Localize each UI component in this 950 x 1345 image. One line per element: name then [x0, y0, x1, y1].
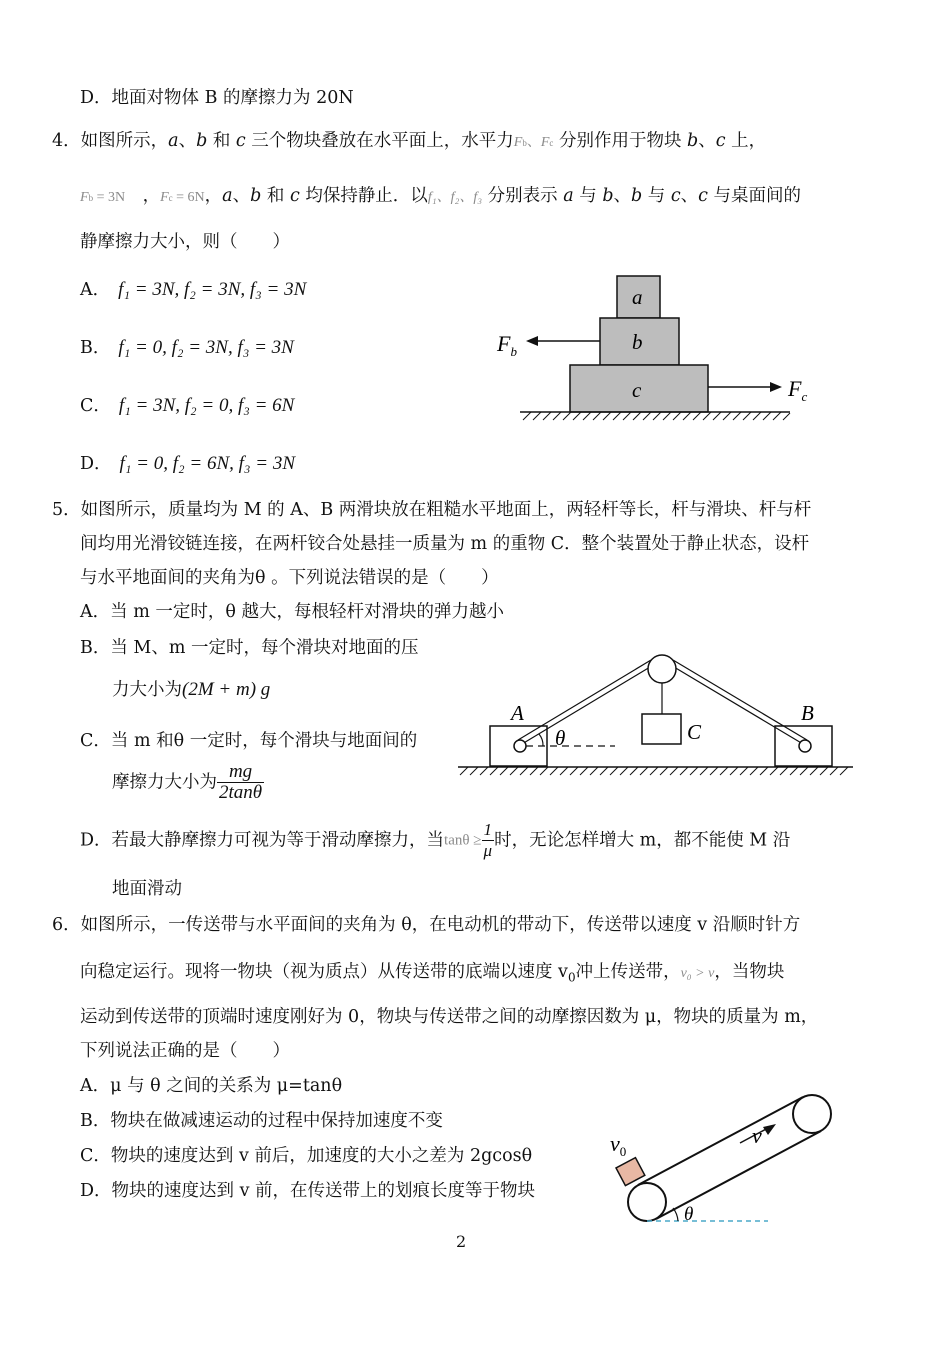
q6-conveyor-figure [600, 1088, 840, 1233]
q6-line1: 6．如图所示，一传送带与水平面间的夹角为 θ，在电动机的带动下，传送带以速度 v 沿顺时针方 [52, 915, 801, 935]
label-fb: $F_b$ [497, 331, 517, 359]
q6-line4: 下列说法正确的是（ ） [80, 1041, 290, 1061]
hinge-top [648, 655, 676, 683]
q3-option-d: D．地面对物体 B 的摩擦力为 20N [80, 88, 354, 108]
label-v0: $v_0$ [610, 1131, 627, 1159]
fb-fc-inline: F [513, 135, 523, 150]
label-a: a [632, 285, 643, 309]
label-fc: $F_c$ [788, 376, 808, 404]
q5-option-b-line1: B．当 M、m 一定时，每个滑块对地面的压 [80, 638, 419, 658]
label-v: v [752, 1123, 762, 1148]
page-number: 2 [456, 1232, 467, 1251]
ground-hatch [523, 412, 790, 420]
fraction-1-mu: $\frac{1}{\mu}$ [483, 820, 493, 860]
ground-hatch-q5 [460, 767, 848, 775]
label-c: c [632, 378, 642, 402]
belt-top [638, 1097, 803, 1185]
hinge-a [514, 740, 526, 752]
q4-option-b: B． f₁ = 0, f₂ = 3N, f₃ = 3N [80, 337, 294, 358]
q5-line3: 与水平地面间的夹角为θ 。下列说法错误的是（ ） [80, 568, 499, 588]
q6-option-d: D．物块的速度达到 v 前，在传送带上的划痕长度等于物块 [80, 1181, 536, 1201]
q5-option-a: A．当 m 一定时，θ 越大，每根轻杆对滑块的弹力越小 [80, 602, 504, 622]
q4-option-a: A． f₁ = 3N, f₂ = 3N, f₃ = 3N [80, 279, 307, 300]
label-B: B [801, 701, 814, 725]
block [616, 1158, 645, 1186]
q5-option-c-line2: 摩擦力大小为 $\frac{mg}{2\tan\theta}$ [112, 761, 263, 803]
q4-blocks-figure [490, 268, 835, 428]
pulley-top [793, 1095, 831, 1133]
q5-hinge-figure [455, 648, 860, 778]
q4-option-d: D． f₁ = 0, f₂ = 6N, f₃ = 3N [80, 453, 295, 474]
q6-line3: 运动到传送带的顶端时速度刚好为 0，物块与传送带之间的动摩擦因数为 μ，物块的质量为 m， [80, 1007, 819, 1027]
label-A: A [511, 701, 524, 725]
q5-line2: 间均用光滑铰链连接，在两杆铰合处悬挂一质量为 m 的重物 C．整个装置处于静止状态，设杆 [80, 534, 810, 554]
q4-line2: Fb = 3N ，Fc = 6N，a、b 和 c 均保持静止．以f₁、f₂、f₃ 分别表示 a 与 b、b 与 c、c 与桌面间的 [80, 186, 802, 206]
q4-option-c: C． f₁ = 3N, f₂ = 0, f₃ = 6N [80, 395, 295, 416]
q5-option-d-line2: 地面滑动 [112, 879, 182, 899]
q6-option-b: B．物块在做减速运动的过程中保持加速度不变 [80, 1111, 443, 1131]
hinge-b [799, 740, 811, 752]
q6-line2: 向稳定运行。现将一物块（视为质点）从传送带的底端以速度 $v_0$冲上传送带，v₀ > v，当物块 [80, 962, 785, 985]
belt-bottom [656, 1131, 821, 1219]
q5-option-c-line1: C．当 m 和θ 一定时，每个滑块与地面间的 [80, 731, 418, 751]
label-b: b [632, 330, 643, 354]
q5-option-b-line2: 力大小为(2M + m) g [112, 679, 271, 700]
weight-c [642, 714, 681, 744]
q5-option-d-line1: D．若最大静摩擦力可视为等于滑动摩擦力，当tanθ ≥ $\frac{1}{\mu}$ 时，无论怎样增大 m，都不能使 M 沿 [80, 820, 791, 860]
q6-option-c: C．物块的速度达到 v 前后，加速度的大小之差为 2gcosθ [80, 1146, 533, 1166]
q4-line1: 4．如图所示，a、b 和 c 三个物块叠放在水平面上，水平力Fb、Fc 分别作用于物块 b、c 上， [52, 131, 767, 151]
label-theta: θ [555, 726, 566, 750]
q5-line1: 5．如图所示，质量均为 M 的 A、B 两滑块放在粗糙水平地面上，两轻杆等长，杆与滑块、杆与杆 [52, 500, 812, 520]
rod-left [522, 664, 655, 744]
pulley-bottom [628, 1183, 666, 1221]
q4-line3: 静摩擦力大小，则（ ） [80, 232, 290, 252]
q6-option-a: A．μ 与 θ 之间的关系为 μ=tanθ [80, 1076, 343, 1096]
fraction-mg-2tan: $\frac{mg}{2\tan\theta}$ [219, 761, 263, 803]
label-theta-q6: θ [684, 1204, 694, 1225]
label-C: C [687, 720, 702, 744]
